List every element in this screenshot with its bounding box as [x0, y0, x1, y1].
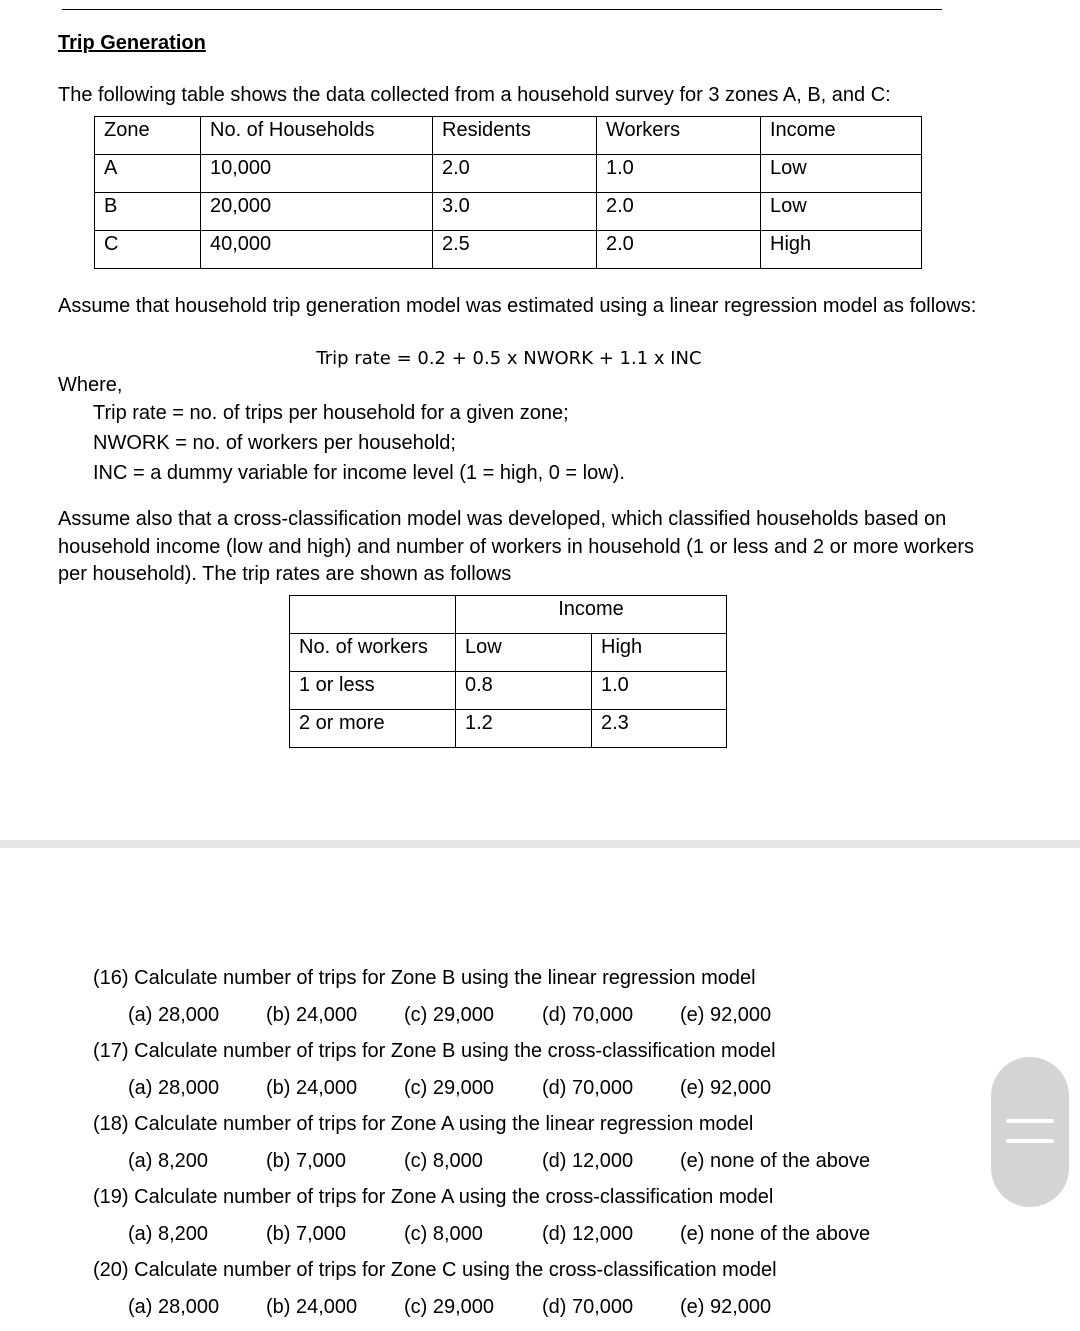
- answer-option[interactable]: (c) 8,000: [404, 1222, 483, 1245]
- intro-text: The following table shows the data collected from a household survey for 3 zones A, B, and C:: [58, 84, 891, 106]
- table-cell: 40,000: [201, 231, 433, 269]
- table-header-row: [290, 596, 727, 634]
- answer-option[interactable]: (c) 29,000: [404, 1295, 495, 1318]
- table-cell: 1.0: [592, 672, 727, 710]
- table-cell: 1.2: [456, 710, 592, 748]
- answer-option[interactable]: (b) 24,000: [266, 1295, 358, 1318]
- table-cell: Low: [761, 155, 922, 193]
- answer-option[interactable]: (d) 70,000: [542, 1003, 634, 1026]
- table-cell: 2.5: [433, 231, 597, 269]
- answer-options: [93, 1148, 870, 1185]
- table-cell: C: [95, 231, 201, 269]
- header-cell: Income: [761, 117, 922, 155]
- top-rule: [62, 9, 942, 10]
- table-row: [290, 710, 727, 748]
- trip-rate-formula: Trip rate = 0.2 + 0.5 x NWORK + 1.1 x INC: [316, 348, 702, 369]
- definition-item: NWORK = no. of workers per household;: [93, 432, 456, 454]
- cross-classification-text: Assume also that a cross-classification model was developed, which classified households based on household income (low and high) and number of workers in household (1 or less and 2 or more workers per household). The trip rates are shown as follows: [58, 508, 975, 585]
- table-cell: High: [761, 231, 922, 269]
- table-header-row: [290, 634, 727, 672]
- table-row: [290, 672, 727, 710]
- answer-option[interactable]: (d) 12,000: [542, 1222, 634, 1245]
- answer-option[interactable]: (e) none of the above: [680, 1149, 871, 1172]
- question-text: (17) Calculate number of trips for Zone B using the cross-classification model: [93, 1040, 776, 1062]
- table-cell: 20,000: [201, 193, 433, 231]
- answer-option[interactable]: (e) 92,000: [680, 1003, 772, 1026]
- table-cell: 2.0: [597, 231, 761, 269]
- answer-option[interactable]: (d) 70,000: [542, 1076, 634, 1099]
- table-cell: 2.3: [592, 710, 727, 748]
- answer-option[interactable]: (c) 29,000: [404, 1003, 495, 1026]
- question-list: [93, 965, 870, 1330]
- header-cell: No. of workers: [290, 634, 456, 672]
- where-label: Where,: [58, 374, 123, 396]
- section-divider: [0, 840, 1080, 848]
- table-cell: 2.0: [597, 193, 761, 231]
- table-row: [95, 231, 922, 269]
- answer-options: [93, 1002, 870, 1039]
- table-cell: Low: [761, 193, 922, 231]
- answer-option[interactable]: (a) 8,200: [128, 1222, 209, 1245]
- answer-option[interactable]: (e) 92,000: [680, 1295, 772, 1318]
- table-cell: 1 or less: [290, 672, 456, 710]
- answer-options: [93, 1221, 870, 1258]
- drag-handle-bar-icon: [1006, 1119, 1054, 1123]
- table-cell: 2 or more: [290, 710, 456, 748]
- table-cell: 1.0: [597, 155, 761, 193]
- header-cell: Zone: [95, 117, 201, 155]
- definition-item: INC = a dummy variable for income level (1 = high, 0 = low).: [93, 462, 625, 484]
- answer-option[interactable]: (b) 24,000: [266, 1003, 358, 1026]
- drag-handle-bar-icon: [1006, 1139, 1054, 1143]
- answer-option[interactable]: (b) 24,000: [266, 1076, 358, 1099]
- income-header-cell: Income: [456, 596, 727, 634]
- table-cell: 2.0: [433, 155, 597, 193]
- answer-option[interactable]: (c) 29,000: [404, 1076, 495, 1099]
- answer-option[interactable]: (c) 8,000: [404, 1149, 483, 1172]
- empty-cell: [290, 596, 456, 634]
- drag-handle[interactable]: [991, 1057, 1069, 1207]
- table-cell: 0.8: [456, 672, 592, 710]
- table-cell: B: [95, 193, 201, 231]
- answer-option[interactable]: (a) 8,200: [128, 1149, 209, 1172]
- table-cell: 3.0: [433, 193, 597, 231]
- answer-option[interactable]: (a) 28,000: [128, 1003, 220, 1026]
- question-text: (16) Calculate number of trips for Zone B using the linear regression model: [93, 967, 756, 989]
- variable-definitions: [93, 398, 625, 488]
- answer-option[interactable]: (d) 70,000: [542, 1295, 634, 1318]
- survey-table: [94, 116, 922, 269]
- answer-option[interactable]: (a) 28,000: [128, 1076, 220, 1099]
- table-cell: 10,000: [201, 155, 433, 193]
- table-header-row: [95, 117, 922, 155]
- header-cell: Workers: [597, 117, 761, 155]
- header-cell: High: [592, 634, 727, 672]
- question-text: (19) Calculate number of trips for Zone A using the cross-classification model: [93, 1186, 774, 1208]
- answer-options: [93, 1294, 870, 1331]
- answer-option[interactable]: (e) 92,000: [680, 1076, 772, 1099]
- answer-option[interactable]: (b) 7,000: [266, 1149, 347, 1172]
- answer-option[interactable]: (d) 12,000: [542, 1149, 634, 1172]
- cross-classification-table: [289, 595, 727, 748]
- answer-option[interactable]: (e) none of the above: [680, 1222, 871, 1245]
- regression-assumption-text: Assume that household trip generation model was estimated using a linear regression model as follows:: [58, 295, 977, 317]
- header-cell: Low: [456, 634, 592, 672]
- question-text: (20) Calculate number of trips for Zone C using the cross-classification model: [93, 1259, 777, 1281]
- table-cell: A: [95, 155, 201, 193]
- answer-option[interactable]: (b) 7,000: [266, 1222, 347, 1245]
- definition-item: Trip rate = no. of trips per household for a given zone;: [93, 402, 569, 424]
- answer-option[interactable]: (a) 28,000: [128, 1295, 220, 1318]
- header-cell: No. of Households: [201, 117, 433, 155]
- table-row: [95, 193, 922, 231]
- answer-options: [93, 1075, 870, 1112]
- header-cell: Residents: [433, 117, 597, 155]
- question-text: (18) Calculate number of trips for Zone A using the linear regression model: [93, 1113, 754, 1135]
- page-title: Trip Generation: [58, 32, 206, 54]
- table-row: [95, 155, 922, 193]
